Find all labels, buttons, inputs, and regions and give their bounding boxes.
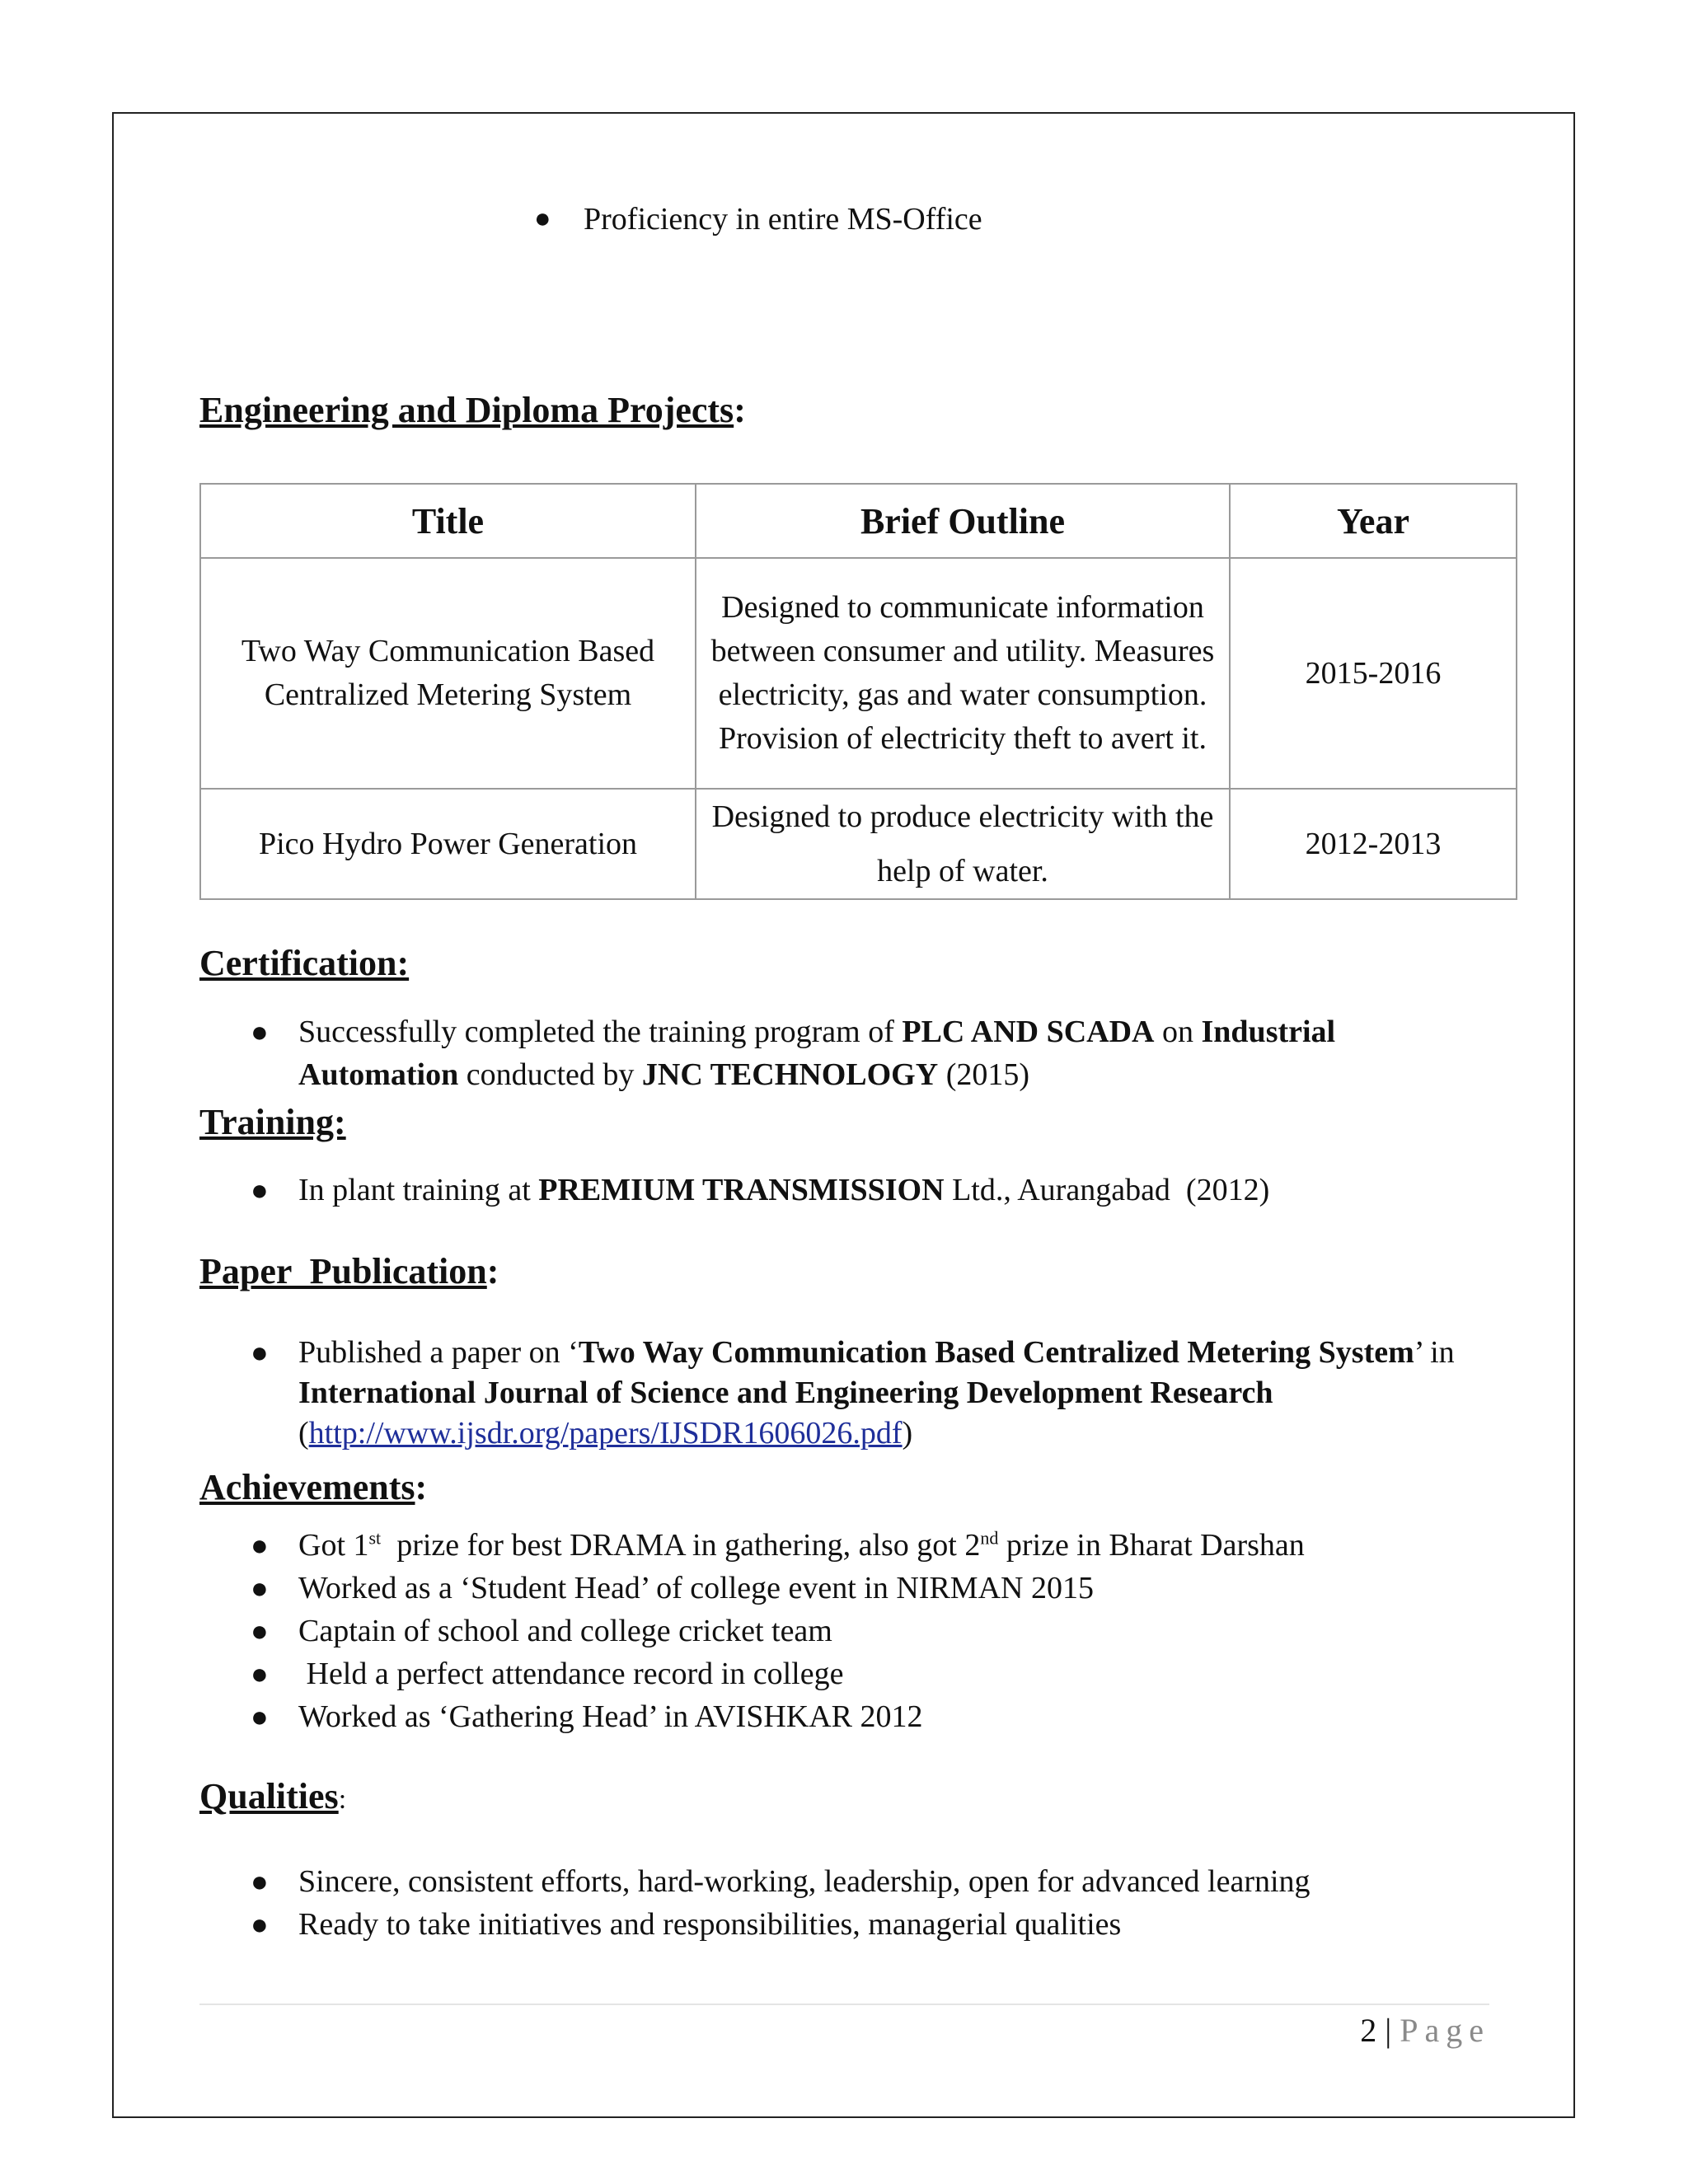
training-heading-text: Training: <box>199 1102 346 1142</box>
bullet-icon: ● <box>251 1908 269 1941</box>
page-footer <box>1360 2011 1490 2050</box>
training-list <box>199 1169 1485 1212</box>
bullet-icon: ● <box>251 1700 269 1733</box>
bullet-icon: ● <box>251 1336 269 1369</box>
project-outline-cell: Designed to produce electricity with the help of water. <box>696 789 1230 899</box>
page-word: Page <box>1400 2012 1490 2049</box>
skills-item-text: Proficiency in entire MS-Office <box>584 202 982 237</box>
table-header-row <box>200 484 1517 558</box>
list-item: ● In plant training at PREMIUM TRANSMISSION Ltd., Aurangabad (2012) <box>199 1169 1485 1212</box>
project-title-cell: Pico Hydro Power Generation <box>200 789 696 899</box>
bullet-icon: ● <box>251 1615 269 1647</box>
page-number: 2 <box>1360 2012 1377 2049</box>
list-item: ● Successfully completed the training program of PLC AND SCADA on Industrial Automation conducted by JNC TECHNOLOGY (2015) <box>199 1010 1485 1096</box>
achievements-heading-text: Achievements <box>199 1467 415 1507</box>
project-outline-cell: Designed to communicate information between consumer and utility. Measures electricity, gas and water consumption. Provision of electricity theft to avert it. <box>696 558 1230 789</box>
table-row <box>200 558 1517 789</box>
publication-list <box>199 1333 1502 1454</box>
bullet-icon: ● <box>251 1015 269 1048</box>
column-header-outline: Brief Outline <box>696 484 1230 558</box>
projects-table <box>199 483 1517 900</box>
list-item: ● Captain of school and college cricket team <box>199 1610 1485 1652</box>
project-title-cell: Two Way Communication Based Centralized Metering System <box>200 558 696 789</box>
bullet-icon: ● <box>251 1529 269 1562</box>
table-row <box>200 789 1517 899</box>
list-item: ● Got 1st prize for best DRAMA in gathering, also got 2nd prize in Bharat Darshan <box>199 1524 1485 1567</box>
qualities-heading-text: Qualities <box>199 1776 339 1816</box>
paper-link[interactable]: http://www.ijsdr.org/papers/IJSDR1606026.pdf <box>308 1416 903 1451</box>
bullet-icon: ● <box>251 1174 269 1207</box>
qualities-heading: Qualities: <box>199 1776 347 1816</box>
achievements-heading: Achievements: <box>199 1467 428 1507</box>
bullet-icon: ● <box>251 1572 269 1605</box>
list-item: ● Sincere, consistent efforts, hard-working, leadership, open for advanced learning <box>199 1860 1502 1903</box>
column-header-year: Year <box>1230 484 1517 558</box>
publication-heading-text: Paper Publication <box>199 1251 487 1291</box>
list-item: ● Worked as a ‘Student Head’ of college event in NIRMAN 2015 <box>199 1567 1485 1610</box>
projects-heading-text: Engineering and Diploma Projects <box>199 390 734 430</box>
list-item: ● Published a paper on ‘Two Way Communication Based Centralized Metering System’ in International Journal of Science and Engineering Development Research (http://www.ijsdr.org/papers/IJSDR1606026.pdf) <box>199 1333 1502 1454</box>
achievements-list <box>199 1524 1485 1738</box>
projects-heading: Engineering and Diploma Projects: <box>199 390 746 430</box>
bullet-icon: ● <box>251 1865 269 1898</box>
bullet-icon: ● <box>534 204 551 234</box>
certification-heading <box>199 942 409 984</box>
publication-heading: Paper Publication: <box>199 1251 499 1291</box>
list-item: ● Worked as ‘Gathering Head’ in AVISHKAR 2012 <box>199 1695 1485 1738</box>
training-heading <box>199 1101 346 1143</box>
certification-list <box>199 1010 1485 1096</box>
list-item: ● Held a perfect attendance record in college <box>199 1652 1485 1695</box>
bullet-icon: ● <box>251 1657 269 1690</box>
footer-divider <box>199 2004 1489 2005</box>
list-item: ● Ready to take initiatives and responsibilities, managerial qualities <box>199 1903 1502 1946</box>
page-separator: | <box>1385 2012 1392 2049</box>
column-header-title: Title <box>200 484 696 558</box>
qualities-list <box>199 1860 1502 1946</box>
project-year-cell: 2015-2016 <box>1230 558 1517 789</box>
project-year-cell: 2012-2013 <box>1230 789 1517 899</box>
certification-heading-text: Certification: <box>199 943 410 983</box>
